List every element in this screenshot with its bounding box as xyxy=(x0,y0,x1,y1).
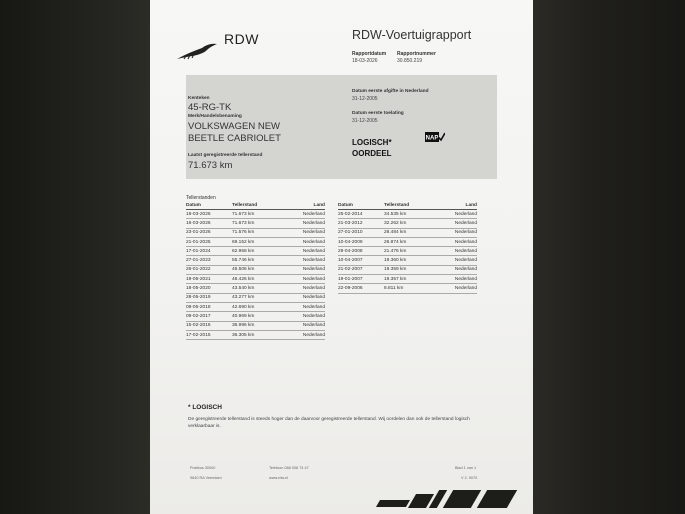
cell-tellerstand: 62.958 km xyxy=(232,247,280,256)
cell-tellerstand: 19.357 km xyxy=(384,275,432,284)
cell-tellerstand: 19.360 km xyxy=(384,256,432,265)
footer-postbus: Postbus 30000 xyxy=(190,466,216,470)
rapportnummer-label: Rapportnummer xyxy=(397,51,436,57)
cell-datum: 19-05-2021 xyxy=(186,275,232,284)
cell-land: Nederland xyxy=(280,302,325,311)
cell-datum: 25-02-2014 xyxy=(338,210,384,219)
cell-land: Nederland xyxy=(432,228,477,237)
cell-land: Nederland xyxy=(432,247,477,256)
cell-tellerstand: 42.690 km xyxy=(232,302,280,311)
table-row xyxy=(338,256,477,265)
table-row xyxy=(186,228,325,237)
cell-datum: 19-01-2007 xyxy=(338,275,384,284)
cell-datum: 29-04-2008 xyxy=(338,247,384,256)
tellerstanden-table-right xyxy=(338,202,477,294)
background-left xyxy=(0,0,150,514)
cell-datum: 17-02-2015 xyxy=(186,330,232,339)
cell-tellerstand: 46.426 km xyxy=(232,275,280,284)
tellerstand-label: Laatst geregistreerde tellerstand xyxy=(188,153,263,158)
table-row xyxy=(186,330,325,339)
cell-land: Nederland xyxy=(280,265,325,274)
toelating-label: Datum eerste toelating xyxy=(352,111,404,116)
cell-land: Nederland xyxy=(280,293,325,302)
table-row xyxy=(338,210,477,219)
cell-land: Nederland xyxy=(280,219,325,228)
cell-land: Nederland xyxy=(280,284,325,293)
rapportdatum-value: 18-03-2026 xyxy=(352,58,378,64)
merk-label: Merk/Handelsbenaming xyxy=(188,114,242,119)
logo-text: RDW xyxy=(224,31,259,47)
table-row xyxy=(338,247,477,256)
cell-datum: 17-01-2024 xyxy=(186,247,232,256)
cell-datum: 18-05-2020 xyxy=(186,284,232,293)
cell-datum: 08-05-2018 xyxy=(186,302,232,311)
header-land: Land xyxy=(280,202,325,210)
cell-land: Nederland xyxy=(432,256,477,265)
report-title: RDW-Voertuigrapport xyxy=(352,28,472,42)
footer-city: 9640 RA Veendam xyxy=(190,476,222,480)
footer-page: Blad 1 van 1 xyxy=(455,466,477,470)
report-paper xyxy=(150,0,533,514)
cell-land: Nederland xyxy=(280,275,325,284)
footnote-heading: * LOGISCH xyxy=(188,404,222,411)
table-row xyxy=(186,247,325,256)
cell-land: Nederland xyxy=(432,219,477,228)
merk-line-1: VOLKSWAGEN NEW xyxy=(188,121,281,132)
tellerstanden-table-left xyxy=(186,202,325,340)
cell-datum: 10-04-2009 xyxy=(338,237,384,246)
footer-web: www.rdw.nl xyxy=(269,476,288,480)
afgifte-value: 31-12-2005 xyxy=(352,96,378,102)
cell-tellerstand: 55.746 km xyxy=(232,256,280,265)
table-row xyxy=(186,293,325,302)
cell-tellerstand: 43.277 km xyxy=(232,293,280,302)
table-row xyxy=(338,219,477,228)
kenteken-value: 45-RG-TK xyxy=(188,102,232,113)
cell-datum: 16-03-2026 xyxy=(186,219,232,228)
cell-datum: 23-01-2026 xyxy=(186,228,232,237)
cell-datum: 26-01-2022 xyxy=(186,265,232,274)
cell-datum: 15-02-2016 xyxy=(186,321,232,330)
header-datum: Datum xyxy=(338,202,384,210)
cell-tellerstand: 69.152 km xyxy=(232,237,280,246)
table-row xyxy=(186,265,325,274)
table-row xyxy=(338,275,477,284)
background-right xyxy=(533,0,685,514)
footnote-text: De geregistreerde tellerstand is steeds hoger dan de daarvoor geregistreerde tellerstand. Wij oordelen dan ook de tellerstand logisch verklaarbaar is. xyxy=(188,417,470,429)
cell-tellerstand: 46.506 km xyxy=(232,265,280,274)
table-row xyxy=(186,302,325,311)
cell-tellerstand: 36.996 km xyxy=(232,321,280,330)
cell-datum: 21-01-2025 xyxy=(186,237,232,246)
cell-land: Nederland xyxy=(432,265,477,274)
cell-datum: 27-01-2010 xyxy=(338,228,384,237)
header-tellerstand: Tellerstand xyxy=(232,202,280,210)
cell-tellerstand: 8.811 km xyxy=(384,284,432,293)
cell-tellerstand: 34.535 km xyxy=(384,210,432,219)
table-row xyxy=(338,228,477,237)
cell-tellerstand: 19.359 km xyxy=(384,265,432,274)
table-row xyxy=(186,219,325,228)
rdw-bird-logo-icon xyxy=(176,40,218,60)
table-header-row xyxy=(338,202,477,210)
oordeel-line-2: OORDEEL xyxy=(352,149,392,158)
cell-tellerstand: 71.576 km xyxy=(232,228,280,237)
table-header-row xyxy=(186,202,325,210)
footer-version: V 2. 9070 xyxy=(461,476,478,480)
table-row xyxy=(186,321,325,330)
table-row xyxy=(338,284,477,293)
cell-land: Nederland xyxy=(280,210,325,219)
cell-land: Nederland xyxy=(280,228,325,237)
rapportnummer-value: 30.850.219 xyxy=(397,58,423,64)
cell-land: Nederland xyxy=(432,284,477,293)
cell-datum: 10-04-2007 xyxy=(338,256,384,265)
afgifte-label: Datum eerste afgifte in Nederland xyxy=(352,89,429,94)
cell-land: Nederland xyxy=(280,237,325,246)
tellerstanden-title: Tellerstanden xyxy=(186,195,216,201)
table-body-right xyxy=(338,210,477,294)
cell-tellerstand: 36.305 km xyxy=(232,330,280,339)
cell-tellerstand: 71.673 km xyxy=(232,210,280,219)
cell-tellerstand: 43.540 km xyxy=(232,284,280,293)
cell-land: Nederland xyxy=(280,321,325,330)
header-tellerstand: Tellerstand xyxy=(384,202,432,210)
cell-tellerstand: 40.969 km xyxy=(232,312,280,321)
table-row xyxy=(186,256,325,265)
cell-tellerstand: 21.476 km xyxy=(384,247,432,256)
cell-land: Nederland xyxy=(432,237,477,246)
merk-line-2: BEETLE CABRIOLET xyxy=(188,133,281,144)
cell-datum: 21-02-2007 xyxy=(338,265,384,274)
cell-tellerstand: 28.484 km xyxy=(384,228,432,237)
nap-logo-icon xyxy=(425,132,445,142)
cell-land: Nederland xyxy=(280,256,325,265)
table-row xyxy=(338,265,477,274)
cell-tellerstand: 26.874 km xyxy=(384,237,432,246)
table-row xyxy=(186,312,325,321)
cell-land: Nederland xyxy=(280,247,325,256)
cell-tellerstand: 32.262 km xyxy=(384,219,432,228)
nap-logo-text: NAP xyxy=(425,135,439,142)
oordeel-line-1: LOGISCH* xyxy=(352,138,392,147)
cell-datum: 27-01-2023 xyxy=(186,256,232,265)
cell-datum: 18-03-2026 xyxy=(186,210,232,219)
cell-datum: 28-05-2019 xyxy=(186,293,232,302)
cell-tellerstand: 71.673 km xyxy=(232,219,280,228)
cell-land: Nederland xyxy=(280,330,325,339)
table-row xyxy=(186,275,325,284)
kenteken-label: Kenteken xyxy=(188,96,210,101)
table-row xyxy=(186,210,325,219)
header-datum: Datum xyxy=(186,202,232,210)
cell-datum: 09-02-2017 xyxy=(186,312,232,321)
footer-phone: Telefoon 088 008 74 47 xyxy=(269,466,309,470)
tellerstand-value: 71.673 km xyxy=(188,160,233,171)
table-body-left xyxy=(186,210,325,340)
cell-datum: 21-03-2012 xyxy=(338,219,384,228)
header-land: Land xyxy=(432,202,477,210)
table-row xyxy=(338,237,477,246)
cell-datum: 22-09-2006 xyxy=(338,284,384,293)
cell-land: Nederland xyxy=(280,312,325,321)
table-row xyxy=(186,237,325,246)
table-row xyxy=(186,284,325,293)
cell-land: Nederland xyxy=(432,275,477,284)
rapportdatum-label: Rapportdatum xyxy=(352,51,387,57)
toelating-value: 31-12-2005 xyxy=(352,118,378,124)
cell-land: Nederland xyxy=(432,210,477,219)
